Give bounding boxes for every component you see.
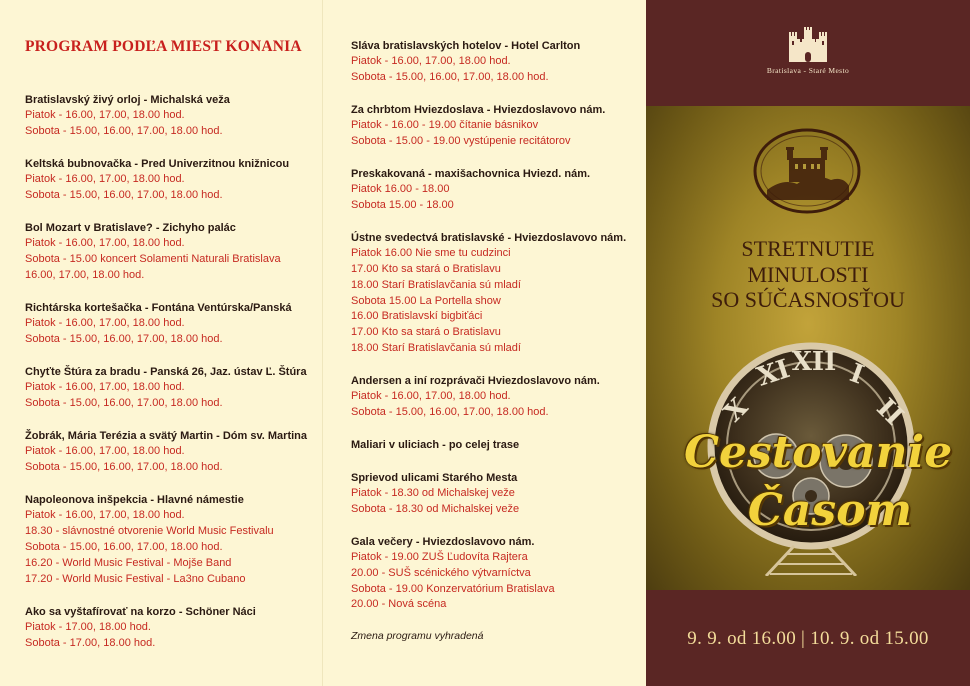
- event-name: Gala večery - Hviezdoslavovo nám.: [351, 536, 535, 549]
- event-time: Sobota - 18.30 od Michalskej veže: [351, 502, 520, 515]
- program-column-1: [0, 0, 322, 686]
- event-item: [25, 156, 322, 204]
- event-name: Andersen a iní rozprávači Hviezdoslavovo nám.: [351, 375, 600, 388]
- program-column-2: [322, 0, 646, 686]
- event-name: Sláva bratislavských hotelov - Hotel Carlton: [351, 40, 581, 52]
- event-time: 17.00 Kto sa stará o Bratislavu: [351, 263, 501, 276]
- logo-text: Bratislava - Staré Mesto: [766, 66, 850, 75]
- event-time: Sobota 15.00 - 18.00: [351, 198, 454, 211]
- event-name: Žobrák, Mária Terézia a svätý Martin - Dóm sv. Martina: [25, 430, 308, 443]
- event-name: Bratislavský živý orloj - Michalská veža: [25, 94, 230, 106]
- event-time: Sobota - 19.00 Konzervatórium Bratislava: [351, 582, 555, 595]
- program-title: PROGRAM PODĽA MIEST KONANIA: [25, 38, 302, 55]
- event-name: Za chrbtom Hviezdoslava - Hviezdoslavovo nám.: [351, 104, 606, 117]
- event-time: Sobota - 15.00, 16.00, 17.00, 18.00 hod.: [25, 461, 223, 474]
- event-name: Ako sa vyštafírovať na korzo - Schöner Náci: [25, 605, 256, 618]
- event-name: Sprievod ulicami Starého Mesta: [351, 471, 518, 484]
- event-time: 16.00 Bratislavskí bigbiťáci: [351, 310, 483, 323]
- event-time: Sobota - 15.00, 16.00, 17.00, 18.00 hod.: [25, 188, 223, 201]
- event-dates: 9. 9. od 16.00 | 10. 9. od 15.00: [687, 628, 929, 649]
- event-item: [351, 38, 646, 86]
- headline-line: SO SÚČASNOSŤOU: [711, 287, 905, 312]
- poster-artwork: [646, 106, 970, 590]
- headline-line: MINULOSTI: [747, 261, 869, 287]
- event-time: Piatok - 16.00, 17.00, 18.00 hod.: [351, 390, 511, 403]
- event-name: Napoleonova inšpekcia - Hlavné námestie: [25, 494, 244, 507]
- event-time: 18.30 - slávnostné otvorenie World Music Festivalu: [25, 525, 274, 538]
- event-time: Piatok - 16.00, 17.00, 18.00 hod.: [25, 173, 185, 186]
- event-item: [25, 300, 322, 348]
- event-item: [351, 470, 646, 518]
- event-time: 16.00, 17.00, 18.00 hod.: [25, 268, 145, 281]
- clock-numeral: II: [870, 393, 909, 432]
- event-time: Piatok - 19.00 ZUŠ Ľudovíta Rajtera: [351, 551, 528, 564]
- clock-numeral: X: [718, 392, 755, 429]
- event-time: Sobota - 15.00, 16.00, 17.00, 18.00 hod.: [25, 332, 223, 345]
- event-item: [351, 373, 646, 421]
- headline: [646, 236, 970, 313]
- event-name: Bol Mozart v Bratislave? - Zichyho palác: [25, 222, 236, 235]
- castle-stamp-icon: [753, 128, 861, 214]
- brand-line: Cestovanie: [684, 427, 953, 478]
- event-list: [351, 38, 646, 613]
- clock-numeral: XII: [791, 347, 837, 377]
- headline-line: STRETNUTIE: [741, 236, 875, 261]
- clock-numeral: I: [845, 358, 868, 391]
- event-item: [351, 230, 646, 357]
- event-item: [25, 492, 322, 587]
- event-time: Piatok - 16.00, 17.00, 18.00 hod.: [25, 445, 185, 458]
- event-time: 18.00 Starí Bratislavčania sú mladí: [351, 278, 521, 291]
- event-item: [351, 102, 646, 150]
- event-time: Sobota - 15.00, 16.00, 17.00, 18.00 hod.: [351, 70, 549, 83]
- event-time: 17.00 Kto sa stará o Bratislavu: [351, 326, 501, 339]
- event-name: Keltská bubnovačka - Pred Univerzitnou knižnicou: [25, 158, 290, 171]
- event-time: Sobota - 15.00, 16.00, 17.00, 18.00 hod.: [351, 406, 549, 419]
- event-time: Piatok - 16.00, 17.00, 18.00 hod.: [25, 317, 185, 330]
- event-item: [351, 437, 646, 453]
- event-item: [351, 166, 646, 214]
- event-name: Richtárska kortešačka - Fontána Ventúrska/Panská: [25, 302, 292, 315]
- event-time: Sobota - 15.00, 16.00, 17.00, 18.00 hod.: [25, 540, 223, 553]
- event-item: [25, 364, 322, 412]
- brand-line: Časom: [747, 485, 913, 536]
- event-list: [25, 92, 322, 651]
- event-item: [25, 604, 322, 652]
- event-time: Piatok - 16.00, 17.00, 18.00 hod.: [25, 237, 185, 250]
- event-time: Piatok - 17.00, 18.00 hod.: [25, 620, 151, 633]
- event-time: 20.00 - Nová scéna: [351, 598, 447, 611]
- event-time: Sobota - 15.00, 16.00, 17.00, 18.00 hod.: [25, 396, 223, 409]
- castle-logo-icon: [785, 26, 831, 62]
- event-time: 17.20 - World Music Festival - La3no Cubano: [25, 572, 246, 585]
- event-item: [25, 220, 322, 283]
- event-time: Sobota - 17.00, 18.00 hod.: [25, 636, 156, 649]
- event-time: Piatok 16.00 Nie sme tu cudzinci: [351, 247, 511, 260]
- event-time: 16.20 - World Music Festival - Mojše Band: [25, 556, 232, 569]
- event-time: 20.00 - SUŠ scénického výtvarníctva: [351, 566, 531, 579]
- event-time: Piatok - 16.00, 17.00, 18.00 hod.: [25, 109, 185, 121]
- event-time: Sobota 15.00 La Portella show: [351, 294, 501, 307]
- event-item: [25, 428, 322, 476]
- brand-wordmark: [684, 424, 953, 540]
- event-time: Piatok 16.00 - 18.00: [351, 183, 450, 196]
- event-time: Sobota - 15.00 - 19.00 vystúpenie recitátorov: [351, 134, 571, 147]
- cover-panel: [646, 0, 970, 686]
- event-name: Ústne svedectvá bratislavské - Hviezdoslavovo nám.: [351, 232, 627, 245]
- event-time: Piatok - 16.00, 17.00, 18.00 hod.: [25, 381, 185, 394]
- event-time: Sobota - 15.00, 16.00, 17.00, 18.00 hod.: [25, 124, 223, 137]
- event-item: [25, 92, 322, 140]
- city-logo: [646, 26, 970, 75]
- event-item: [351, 534, 646, 613]
- event-name: Chyťte Štúra za bradu - Panská 26, Jaz. ústav Ľ. Štúra: [25, 366, 307, 379]
- program-note: Zmena programu vyhradená: [351, 629, 484, 642]
- clock-numeral: XI: [753, 354, 794, 393]
- event-time: Sobota - 15.00 koncert Solamenti Naturali Bratislava: [25, 252, 281, 265]
- event-time: Piatok - 16.00, 17.00, 18.00 hod.: [25, 509, 185, 522]
- event-time: Piatok - 16.00 - 19.00 čítanie básnikov: [351, 119, 539, 132]
- event-time: Piatok - 18.30 od Michalskej veže: [351, 486, 515, 499]
- event-time: 18.00 Starí Bratislavčania sú mladí: [351, 342, 521, 355]
- event-name: Preskakovaná - maxišachovnica Hviezd. nám.: [351, 168, 591, 181]
- event-time: Piatok - 16.00, 17.00, 18.00 hod.: [351, 55, 511, 67]
- event-name: Maliari v uliciach - po celej trase: [351, 439, 520, 452]
